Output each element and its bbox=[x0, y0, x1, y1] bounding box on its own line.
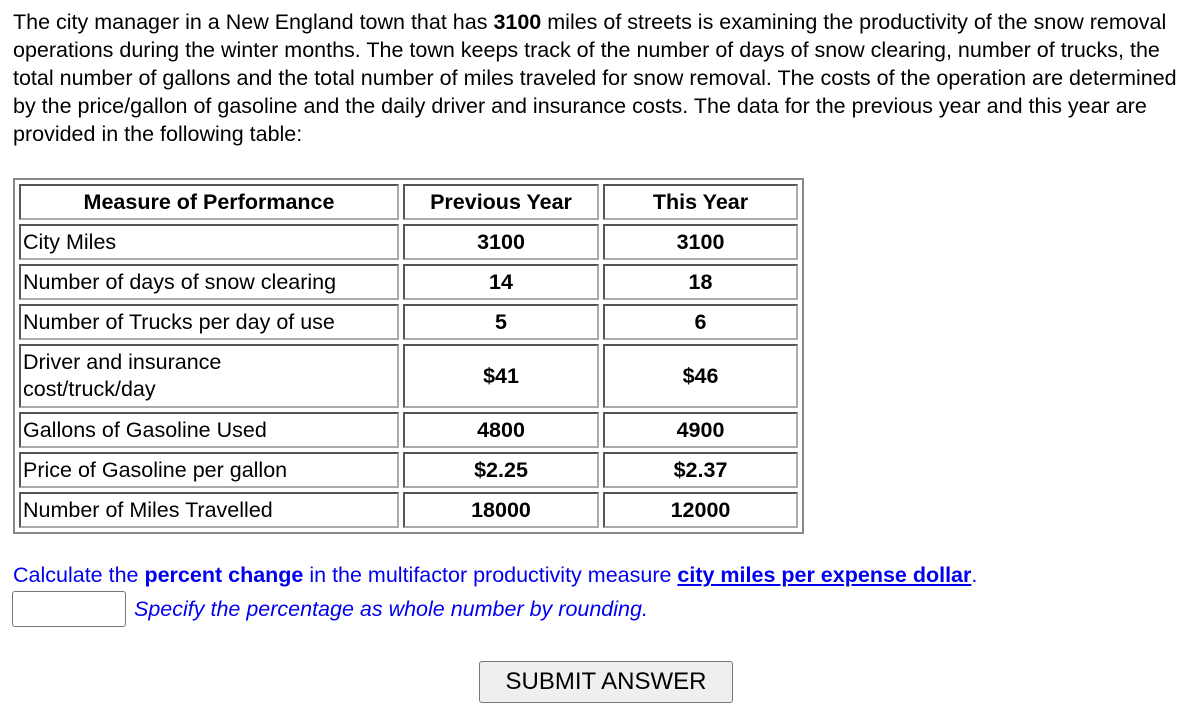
answer-row bbox=[12, 591, 648, 627]
table-row bbox=[19, 492, 798, 528]
question-part: Calculate the bbox=[13, 563, 145, 587]
current-value: 18 bbox=[603, 264, 798, 300]
row-label: Driver and insurance cost/truck/day bbox=[19, 344, 399, 408]
current-value: $46 bbox=[603, 344, 798, 408]
measure-link[interactable]: city miles per expense dollar bbox=[677, 563, 972, 587]
table-row bbox=[19, 344, 798, 408]
table-row bbox=[19, 412, 798, 448]
previous-value: 14 bbox=[403, 264, 599, 300]
table-row bbox=[19, 264, 798, 300]
table-row bbox=[19, 224, 798, 260]
current-value: 6 bbox=[603, 304, 798, 340]
table-row bbox=[19, 304, 798, 340]
table-row bbox=[19, 452, 798, 488]
current-value: 4900 bbox=[603, 412, 798, 448]
current-value: 3100 bbox=[603, 224, 798, 260]
row-label: Number of days of snow clearing bbox=[19, 264, 399, 300]
row-label: Number of Miles Travelled bbox=[19, 492, 399, 528]
previous-value: $41 bbox=[403, 344, 599, 408]
problem-statement bbox=[13, 8, 1198, 148]
row-label: City Miles bbox=[19, 224, 399, 260]
question-emphasis: percent change bbox=[144, 563, 304, 587]
previous-value: 18000 bbox=[403, 492, 599, 528]
header-this-year: This Year bbox=[603, 184, 798, 220]
header-previous-year: Previous Year bbox=[403, 184, 599, 220]
previous-value: 5 bbox=[403, 304, 599, 340]
question-part: . bbox=[971, 563, 978, 587]
row-label: Gallons of Gasoline Used bbox=[19, 412, 399, 448]
street-miles: 3100 bbox=[493, 10, 542, 34]
intro-text: The city manager in a New England town that has bbox=[13, 10, 494, 34]
row-label: Price of Gasoline per gallon bbox=[19, 452, 399, 488]
question-part: in the multifactor productivity measure bbox=[303, 563, 678, 587]
performance-table bbox=[13, 178, 804, 534]
current-value: $2.37 bbox=[603, 452, 798, 488]
answer-hint: Specify the percentage as whole number by rounding. bbox=[134, 596, 648, 621]
question-text bbox=[13, 563, 977, 588]
previous-value: $2.25 bbox=[403, 452, 599, 488]
intro-text-rest: miles of streets is examining the productivity of the snow removal operations during the winter months. The town keeps track of the number of days of snow clearing, number of trucks, the total number of gallons and the total number of miles traveled for snow removal. The costs of the operation are determined by the price/gallon of gasoline and the daily driver and insurance costs. The data for the previous year and this year are provided in the following table: bbox=[13, 10, 1177, 146]
previous-value: 4800 bbox=[403, 412, 599, 448]
current-value: 12000 bbox=[603, 492, 798, 528]
answer-input[interactable] bbox=[12, 591, 126, 627]
row-label: Number of Trucks per day of use bbox=[19, 304, 399, 340]
header-measure: Measure of Performance bbox=[19, 184, 399, 220]
submit-answer-button[interactable]: SUBMIT ANSWER bbox=[479, 661, 733, 703]
previous-value: 3100 bbox=[403, 224, 599, 260]
table-header-row bbox=[19, 184, 798, 220]
